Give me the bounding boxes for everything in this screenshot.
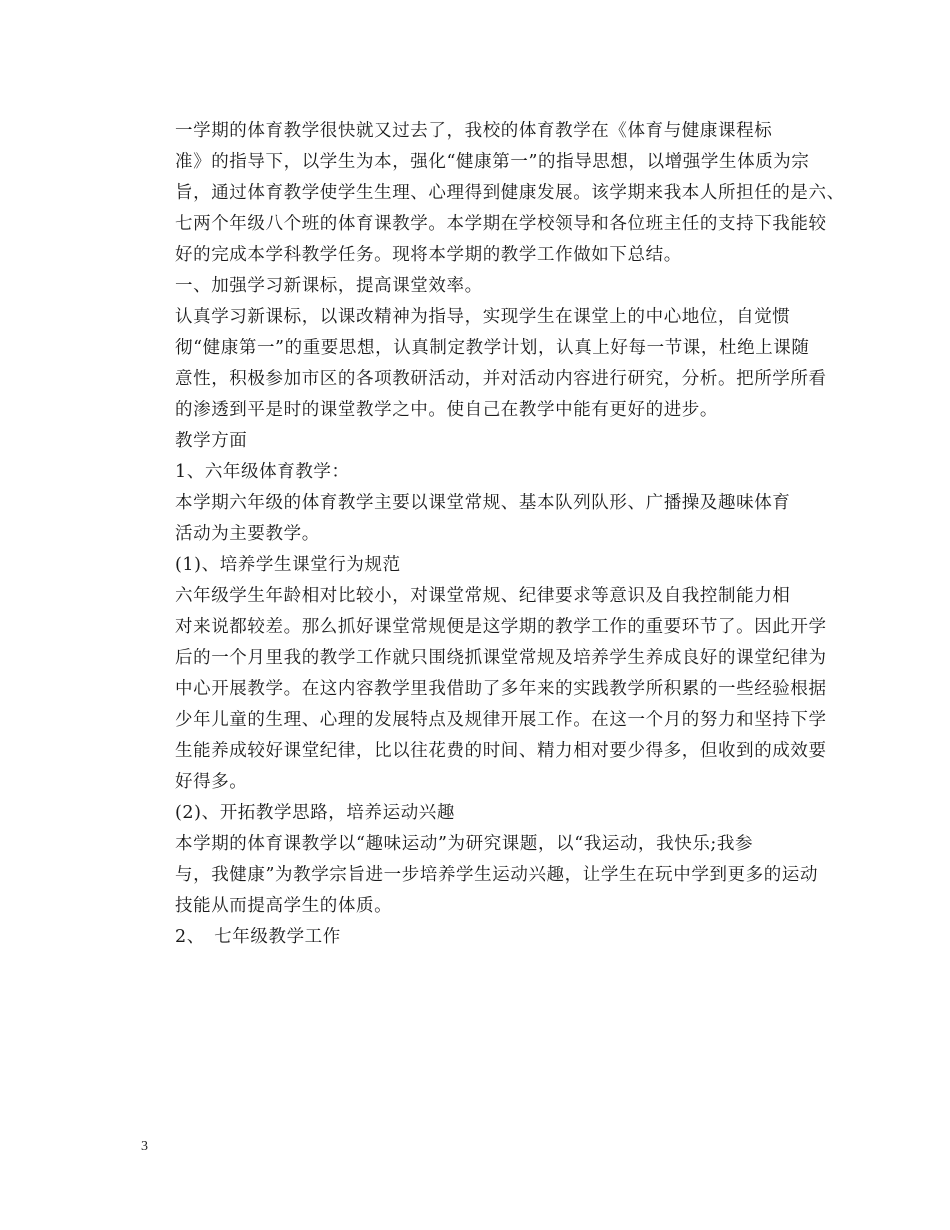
text-line: 一学期的体育教学很快就又过去了，我校的体育教学在《体育与健康课程标 [175, 121, 773, 141]
document-body [140, 116, 845, 953]
text-line: 生能养成较好课堂纪律，比以往花费的时间、精力相对要少得多，但收到的成效要 [175, 741, 827, 761]
text-line: 意性，积极参加市区的各项教研活动，并对活动内容进行研究，分析。把所学所看 [175, 369, 827, 389]
text-line: 中心开展教学。在这内容教学里我借助了多年来的实践教学所积累的一些经验根据 [175, 679, 827, 699]
paragraph-grade7-heading [140, 922, 820, 953]
text-line: 2、 七年级教学工作 [175, 927, 341, 947]
text-line: 本学期六年级的体育教学主要以课堂常规、基本队列队形、广播操及趣味体育 [175, 493, 791, 513]
text-line: 对来说都较差。那么抓好课堂常规便是这学期的教学工作的重要环节了。因此开学 [175, 617, 827, 637]
paragraph-sub-heading-1 [140, 550, 820, 581]
text-line: 六年级学生年龄相对比较小，对课堂常规、纪律要求等意识及自我控制能力相 [175, 586, 791, 606]
paragraph-sub-heading-2 [140, 798, 820, 829]
text-line: 好的完成本学科教学任务。现将本学期的教学工作做如下总结。 [175, 245, 682, 265]
text-line: 认真学习新课标，以课改精神为指导，实现学生在课堂上的中心地位，自觉惯 [175, 307, 791, 327]
paragraph-grade6-heading [140, 457, 820, 488]
paragraph-teaching-aspect [140, 426, 820, 457]
paragraph-heading-1 [140, 271, 820, 302]
paragraph-grade6-intro [140, 488, 820, 550]
text-line: 旨，通过体育教学使学生生理、心理得到健康发展。该学期来我本人所担任的是六、 [175, 183, 845, 203]
text-line: 彻“健康第一”的重要思想，认真制定教学计划，认真上好每一节课，杜绝上课随 [175, 338, 810, 358]
paragraph-study-standards [140, 302, 827, 426]
text-line: 后的一个月里我的教学工作就只围绕抓课堂常规及培养学生养成良好的课堂纪律为 [175, 648, 827, 668]
text-line: 本学期的体育课教学以“趣味运动”为研究课题，以“我运动，我快乐;我参 [175, 834, 754, 854]
paragraph-intro [140, 116, 845, 271]
text-line: 1、六年级体育教学： [175, 462, 350, 482]
text-line: 教学方面 [175, 431, 248, 451]
text-line: 的渗透到平是时的课堂教学之中。使自己在教学中能有更好的进步。 [175, 400, 718, 420]
text-line: 好得多。 [175, 772, 248, 792]
text-line: 一、加强学习新课标，提高课堂效率。 [175, 276, 483, 296]
text-line: 活动为主要教学。 [175, 524, 320, 544]
text-line: 与，我健康”为教学宗旨进一步培养学生运动兴趣，让学生在玩中学到更多的运动 [175, 865, 819, 885]
text-line: 准》的指导下，以学生为本，强化“健康第一”的指导思想，以增强学生体质为宗 [175, 152, 810, 172]
text-line: (2)、开拓教学思路，培养运动兴趣 [175, 803, 455, 823]
text-line: (1)、培养学生课堂行为规范 [175, 555, 401, 575]
text-line: 少年儿童的生理、心理的发展特点及规律开展工作。在这一个月的努力和坚持下学 [175, 710, 827, 730]
paragraph-interest [140, 829, 820, 922]
text-line: 七两个年级八个班的体育课教学。本学期在学校领导和各位班主任的支持下我能较 [175, 214, 827, 234]
page-number: 3 [141, 1139, 148, 1154]
paragraph-behavior [140, 581, 827, 798]
text-line: 技能从而提高学生的体质。 [175, 896, 393, 916]
